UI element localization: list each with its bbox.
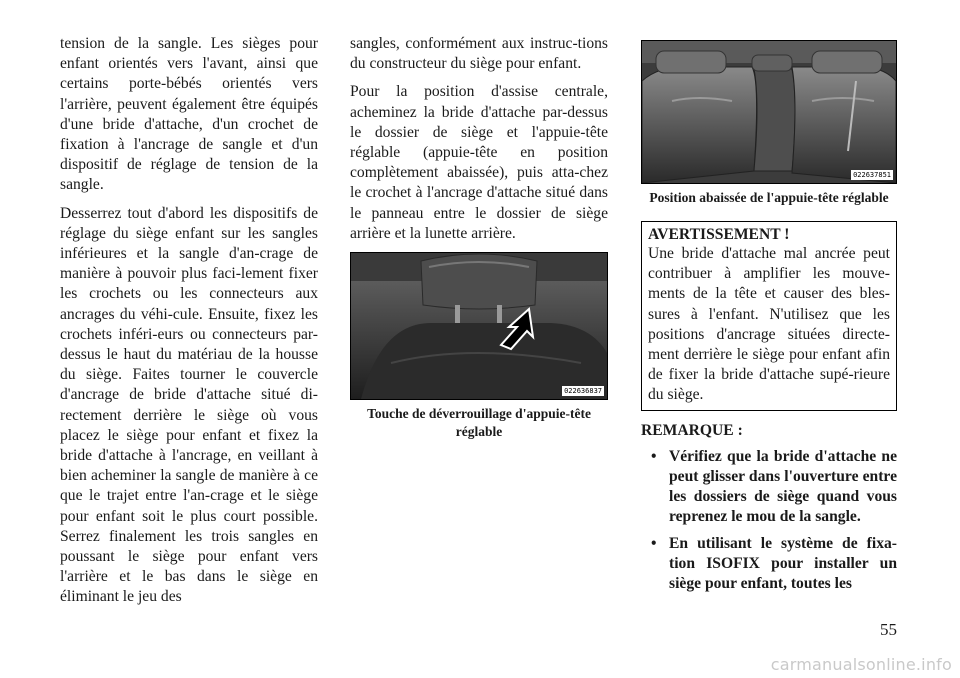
notes-list xyxy=(641,447,897,594)
figure-code: 022636837 xyxy=(564,387,602,396)
page-number: 55 xyxy=(880,620,897,639)
headrest-release-illustration xyxy=(351,253,607,399)
paragraph: tension de la sangle. Les sièges pour enfant orientés vers l'avant, ainsi que certains porte-bébés orientés vers l'arrière, peuvent également être équipés d'une bride d'attache, d'un crochet de fixation à l'ancrage de sangle et d'un dispositif de réglage de tension de la sangle. xyxy=(60,35,318,194)
headrest-lowered-photo xyxy=(641,40,897,184)
paragraph: Desserrez tout d'abord les dispositifs de réglage du siège enfant sur les sangles inférieures et la sangle d'an-crage de manière à pouvoir plus faci-lement fixer les crochets ou les connecteurs aux ancrages du véhi-cule. Ensuite, fixez les crochets inféri-eurs ou connecteurs par-dessus le haut du matériau de la housse du siège. Faites tourner le couvercle d'ancrage de bride d'attache situé di-rectement derrière le siège où vous placez le siège pour enfant et fixez la bride d'attache à l'ancrage, en veillant à bien acheminer la sangle de manière à ce que le trajet entre l'an-crage et le siège pour enfant soit le plus court possible. Serrez finalement les trois sangles en poussant le siège pour enfant vers l'arrière et le bas dans le siège en éliminant le jeu des xyxy=(60,204,318,606)
text-column-1 xyxy=(60,34,318,616)
warning-box xyxy=(641,221,897,411)
note-text: En utilisant le système de fixa-tion ISOFIX pour installer un siège pour enfant, toutes les xyxy=(669,534,897,593)
bullet: • xyxy=(651,447,657,465)
figure-code: 022637851 xyxy=(853,171,891,179)
warning-title: AVERTISSEMENT ! xyxy=(648,226,790,243)
note-text: Vérifiez que la bride d'attache ne peut glisser dans l'ouverture entre les dossiers de siège quand vous reprenez le mou de la sangle. xyxy=(669,447,897,526)
list-item xyxy=(641,447,897,528)
remark-label: REMARQUE : xyxy=(641,421,743,439)
rear-seat-illustration xyxy=(642,41,896,183)
paragraph: Pour la position d'assise centrale, acheminez la bride d'attache par-dessus le dossier de siège et l'appuie-tête réglable (appuie-tête en position complètement abaissée), puis atta-chez le crochet à l'ancrage d'attache situé dans le panneau entre le dossier de siège arrière et la lunette arrière. xyxy=(350,83,608,242)
bullet: • xyxy=(651,534,657,552)
figure-caption: Touche de déverrouillage d'appuie-tête réglable xyxy=(367,406,591,440)
text-column-3 xyxy=(641,40,897,600)
figure-caption: Position abaissée de l'appuie-tête réglable xyxy=(649,190,889,205)
list-item xyxy=(641,534,897,595)
warning-text: Une bride d'attache mal ancrée peut contribuer à amplifier les mouve-ments de la tête et causer des bles-sures à l'enfant. N'utilisez que les positions d'ancrage situées directe-ment derrière le siège pour enfant afin de fixer la bride d'attache supé-rieure du siège. xyxy=(648,245,890,404)
text-column-2 xyxy=(350,34,608,441)
paragraph: sangles, conformément aux instruc-tions du constructeur du siège pour enfant. xyxy=(350,35,608,73)
headrest-release-photo xyxy=(350,252,608,400)
watermark: carmanualsonline.info xyxy=(770,655,952,674)
